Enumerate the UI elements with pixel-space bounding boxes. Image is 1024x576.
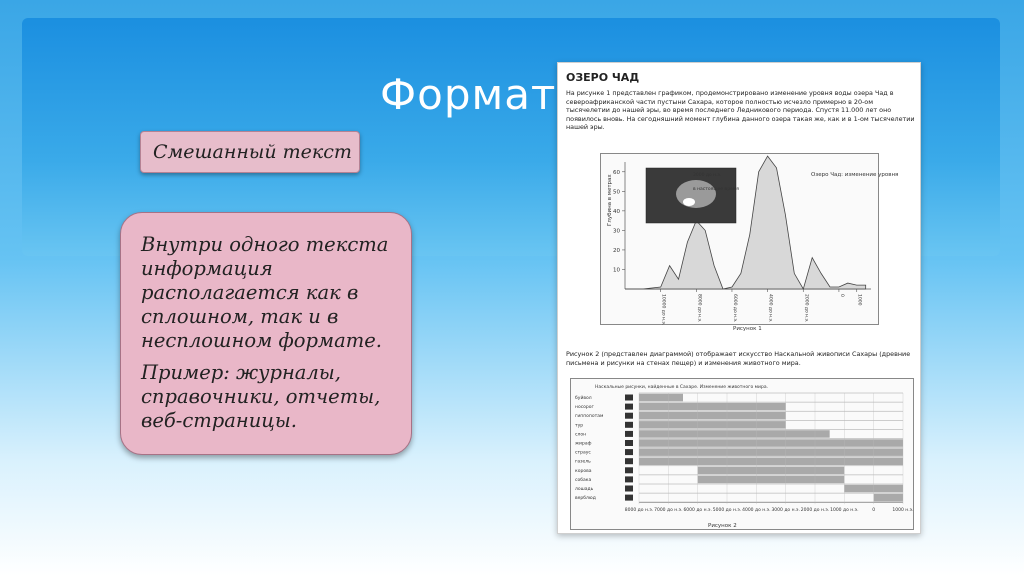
- category-label: гиппопотам: [575, 414, 604, 420]
- x-tick-label: 6000 до н.э.: [731, 294, 737, 323]
- y-tick-label: 10: [613, 267, 620, 274]
- figure-1-caption: Рисунок 1: [733, 326, 762, 332]
- category-label: верблюд: [575, 496, 596, 502]
- x-tick-label: 2000 до н.э.: [803, 294, 809, 323]
- figure-2-caption: Рисунок 2: [708, 523, 737, 529]
- document-paragraph-2: Рисунок 2 (представлен диаграммой) отображает искусство Наскальной живописи Сахары (древние письмена и рисунки на стенах пещер) и изменения животного мира.: [566, 350, 911, 367]
- category-label: носорог: [575, 405, 594, 411]
- range-bar: [698, 467, 845, 475]
- animal-icon: [625, 467, 633, 473]
- x-tick-label: 8000 до н.э.: [696, 294, 702, 323]
- category-label: лошадь: [575, 487, 594, 492]
- inset-lake-present: [683, 198, 695, 206]
- body-paragraph-1: Внутри одного текста информация располагается как в сплошном, так и в несплошном формате.: [141, 233, 389, 352]
- animal-icon: [625, 476, 633, 482]
- y-tick-label: 30: [613, 228, 620, 235]
- subtitle-box: Смешанный текст: [140, 131, 360, 173]
- animal-icon: [625, 404, 633, 410]
- category-label: корова: [575, 468, 592, 474]
- category-label: собака: [575, 477, 592, 483]
- category-label: буйвол: [575, 396, 592, 401]
- document-heading: ОЗЕРО ЧАД: [566, 71, 640, 84]
- rock-art-chart: [571, 379, 913, 529]
- range-bar: [639, 439, 903, 447]
- range-bar: [874, 494, 903, 502]
- x-tick-label: 1000 до н.э.: [830, 508, 859, 514]
- inset-label-past: 3000 до н.э.: [693, 173, 722, 178]
- animal-icon: [625, 431, 633, 437]
- inset-lake-past: [676, 180, 716, 208]
- category-label: тур: [575, 423, 584, 429]
- y-tick-label: 60: [613, 169, 620, 176]
- inset-label-present: в настоящее время: [693, 187, 739, 192]
- y-tick-label: 40: [613, 208, 620, 215]
- range-bar: [639, 394, 683, 402]
- x-tick-label: 8000 до н.э.: [624, 508, 654, 514]
- lake-level-chart: [601, 154, 899, 326]
- content-box: [120, 212, 412, 455]
- animal-icon: [625, 413, 633, 419]
- x-tick-label: 10000 до н.э.: [660, 294, 666, 326]
- range-bar: [639, 430, 830, 438]
- x-tick-label: 0: [872, 508, 876, 514]
- range-bar: [639, 448, 903, 456]
- slide-title: Формат: [380, 70, 557, 119]
- x-tick-label: 4000 до н.э.: [742, 508, 771, 514]
- range-bar: [639, 421, 786, 429]
- range-bar: [639, 458, 903, 466]
- category-label: слон: [575, 432, 587, 438]
- figure-1-frame: [600, 153, 899, 326]
- body-paragraph-2: Пример: журналы, справочники, отчеты, веб-страницы.: [141, 361, 381, 432]
- category-label: страус: [575, 450, 591, 456]
- animal-icon: [625, 440, 633, 446]
- animal-icon: [625, 395, 633, 401]
- document-image: [557, 62, 921, 534]
- animal-icon: [625, 486, 633, 492]
- document-paragraph-1: На рисунке 1 представлен графиком, продемонстрировано изменение уровня воды озера Чад в североафриканской части пустыни Сахара, которое полностью исчезло примерно в 20-ом тысячелетии до нашей эры, во время последнего Ледникового периода. Спустя 11.000 лет оно появилось вновь. На сегодняшний момент глубина данного озера такая же, как и в 1-ом тысячелетии нашей эры.: [566, 89, 915, 131]
- x-tick-label: 4000 до н.э.: [767, 294, 773, 323]
- x-tick-label: 1000 н.э.: [892, 508, 914, 514]
- y-axis-label: Глубина в метрах: [607, 174, 613, 226]
- chart-title-line: Озеро Чад: изменение уровня: [811, 172, 899, 178]
- animal-icon: [625, 449, 633, 455]
- x-tick-label: 0: [838, 294, 844, 297]
- range-bar: [639, 403, 786, 411]
- x-tick-label: 7000 до н.э.: [654, 508, 683, 514]
- range-bar: [698, 476, 845, 484]
- category-label: газель: [575, 459, 591, 465]
- x-tick-label: 5000 до н.э.: [712, 508, 742, 514]
- y-tick-label: 50: [613, 189, 620, 196]
- figure-2-frame: [570, 378, 914, 530]
- x-tick-label: 2000 до н.э.: [800, 508, 830, 514]
- chart-2-title: Наскальные рисунки, найденные в Сахаре. Изменение животного мира.: [595, 385, 769, 390]
- x-tick-label: 1000: [856, 294, 862, 306]
- x-tick-label: 3000 до н.э.: [771, 508, 800, 514]
- animal-icon: [625, 458, 633, 464]
- range-bar: [639, 412, 786, 420]
- category-label: жираф: [575, 441, 592, 447]
- animal-icon: [625, 422, 633, 428]
- x-tick-label: 6000 до н.э.: [683, 508, 712, 514]
- animal-icon: [625, 495, 633, 501]
- y-tick-label: 20: [613, 247, 620, 254]
